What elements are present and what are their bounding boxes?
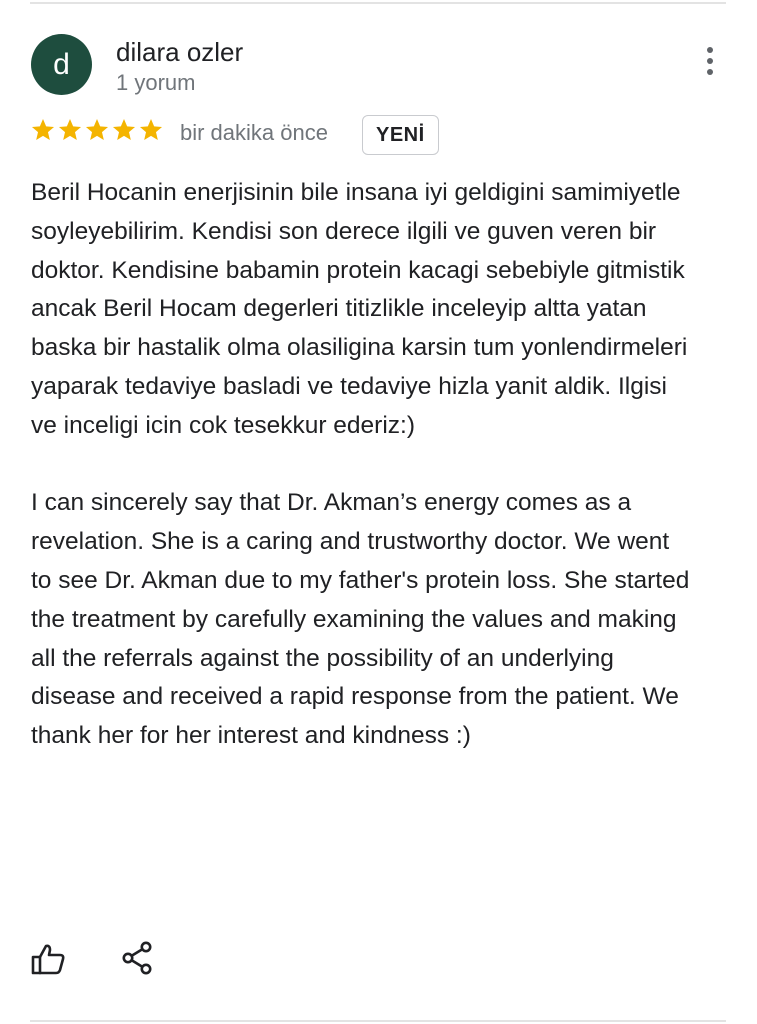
avatar[interactable]: d: [31, 34, 92, 95]
review-count: 1 yorum: [116, 70, 196, 95]
star-icon: [30, 117, 56, 143]
new-badge: YENİ: [362, 115, 439, 155]
star-icon: [111, 117, 137, 143]
bottom-divider: [30, 1020, 726, 1022]
star-rating: [30, 117, 164, 143]
review-time: bir dakika önce: [180, 120, 328, 145]
star-icon: [138, 117, 164, 143]
star-icon: [57, 117, 83, 143]
share-icon: [121, 940, 155, 976]
more-vert-icon-dot: [707, 58, 713, 64]
more-options-button[interactable]: [694, 44, 726, 78]
more-vert-icon: [707, 47, 713, 53]
like-button[interactable]: [29, 940, 67, 978]
more-vert-icon-dot: [707, 69, 713, 75]
top-divider: [30, 2, 726, 4]
reviewer-name[interactable]: dilara ozler: [116, 37, 244, 67]
thumb-up-icon: [29, 940, 67, 978]
share-button[interactable]: [121, 940, 155, 976]
star-icon: [84, 117, 110, 143]
review-text: Beril Hocanin enerjisinin bile insana iyi geldigini samimiyetle soyleyebilirim. Kendisi son derece ilgili ve guven veren bir doktor. Kendisine babamin protein kacagi sebebiyle gitmistik ancak Beril Hocam degerleri titizlikle inceleyip altta yatan baska bir hastalik olma olasiligina karsin tum yonlendirmeleri yaparak tedaviye basladi ve tedaviye hizla yanit aldik. Ilgisi ve inceligi icin cok tesekkur ederiz:) I can sincerely say that Dr. Akman’s energy comes as a revelation. She is a caring and trustworthy doctor. We went to see Dr. Akman due to my father's protein loss. She started the treatment by carefully examining the values and making all the referrals against the possibility of an underlying disease and received a rapid response from the patient. We thank her for her interest and kindness :): [31, 179, 690, 750]
